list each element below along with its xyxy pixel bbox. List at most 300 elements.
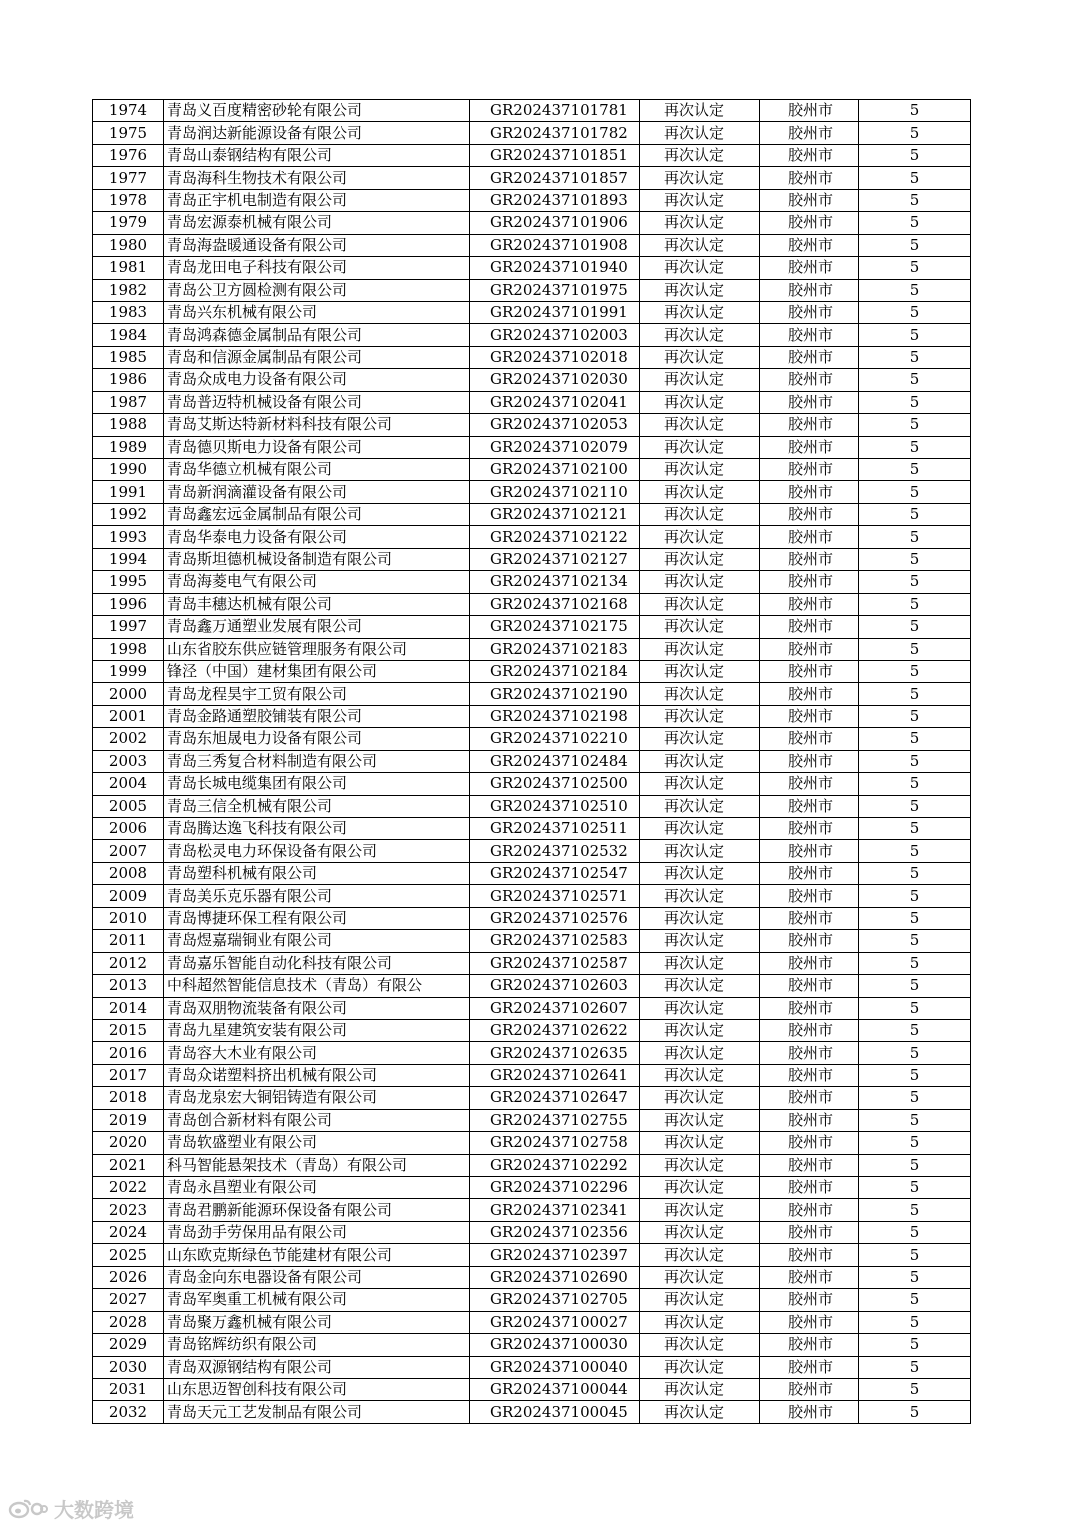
- cell-status: 再次认定: [640, 189, 760, 211]
- cell-serial: 1974: [93, 100, 164, 122]
- cell-city: 胶州市: [760, 122, 859, 144]
- cell-years: 5: [859, 167, 971, 189]
- cell-years: 5: [859, 862, 971, 884]
- cell-serial: 1999: [93, 660, 164, 682]
- table-row: [93, 997, 971, 1019]
- cell-company: 青岛鑫宏远金属制品有限公司: [164, 503, 470, 525]
- cell-serial: 2017: [93, 1064, 164, 1086]
- cell-company: 青岛聚万鑫机械有限公司: [164, 1311, 470, 1333]
- cell-cert-number: GR202437102571: [470, 885, 640, 907]
- table-row: [93, 773, 971, 795]
- cell-status: 再次认定: [640, 391, 760, 413]
- cell-status: 再次认定: [640, 773, 760, 795]
- cell-company: 锋泾（中国）建材集团有限公司: [164, 660, 470, 682]
- table-row: [93, 144, 971, 166]
- cell-status: 再次认定: [640, 1221, 760, 1243]
- cell-cert-number: GR202437101851: [470, 144, 640, 166]
- cell-city: 胶州市: [760, 840, 859, 862]
- cell-city: 胶州市: [760, 526, 859, 548]
- cell-status: 再次认定: [640, 683, 760, 705]
- cell-city: 胶州市: [760, 100, 859, 122]
- cell-city: 胶州市: [760, 1311, 859, 1333]
- cell-status: 再次认定: [640, 414, 760, 436]
- cell-status: 再次认定: [640, 301, 760, 323]
- cell-years: 5: [859, 1244, 971, 1266]
- cell-city: 胶州市: [760, 795, 859, 817]
- table-row: [93, 1244, 971, 1266]
- cell-serial: 1992: [93, 503, 164, 525]
- cell-cert-number: GR202437102122: [470, 526, 640, 548]
- cell-cert-number: GR202437102296: [470, 1177, 640, 1199]
- table-body: [93, 100, 971, 1424]
- cell-years: 5: [859, 1019, 971, 1041]
- cell-city: 胶州市: [760, 773, 859, 795]
- cell-status: 再次认定: [640, 1177, 760, 1199]
- table-row: [93, 459, 971, 481]
- cell-cert-number: GR202437102100: [470, 459, 640, 481]
- watermark: [8, 1493, 134, 1523]
- cell-status: 再次认定: [640, 1064, 760, 1086]
- cell-cert-number: GR202437102647: [470, 1087, 640, 1109]
- cell-company: 青岛龙程昊宇工贸有限公司: [164, 683, 470, 705]
- cell-years: 5: [859, 324, 971, 346]
- table-row: [93, 212, 971, 234]
- cell-serial: 1994: [93, 548, 164, 570]
- cell-status: 再次认定: [640, 593, 760, 615]
- cell-cert-number: GR202437102003: [470, 324, 640, 346]
- cell-serial: 2027: [93, 1289, 164, 1311]
- table-row: [93, 324, 971, 346]
- cell-company: 青岛创合新材料有限公司: [164, 1109, 470, 1131]
- cell-company: 青岛军奥重工机械有限公司: [164, 1289, 470, 1311]
- cell-city: 胶州市: [760, 705, 859, 727]
- cell-years: 5: [859, 1199, 971, 1221]
- cell-serial: 2023: [93, 1199, 164, 1221]
- cell-cert-number: GR202437102484: [470, 750, 640, 772]
- cell-cert-number: GR202437102576: [470, 907, 640, 929]
- cell-serial: 2006: [93, 818, 164, 840]
- cell-cert-number: GR202437102603: [470, 975, 640, 997]
- cell-status: 再次认定: [640, 616, 760, 638]
- table-row: [93, 1378, 971, 1400]
- cell-cert-number: GR202437102397: [470, 1244, 640, 1266]
- cell-status: 再次认定: [640, 100, 760, 122]
- cell-years: 5: [859, 705, 971, 727]
- cell-years: 5: [859, 1334, 971, 1356]
- cell-company: 青岛鑫万通塑业发展有限公司: [164, 616, 470, 638]
- cell-status: 再次认定: [640, 1378, 760, 1400]
- cell-company: 青岛新润滴灌设备有限公司: [164, 481, 470, 503]
- cell-company: 青岛金向东电器设备有限公司: [164, 1266, 470, 1288]
- cell-status: 再次认定: [640, 862, 760, 884]
- cell-status: 再次认定: [640, 1356, 760, 1378]
- cell-cert-number: GR202437102168: [470, 593, 640, 615]
- table-row: [93, 728, 971, 750]
- table-row: [93, 391, 971, 413]
- cell-serial: 1996: [93, 593, 164, 615]
- cell-city: 胶州市: [760, 1109, 859, 1131]
- table-row: [93, 862, 971, 884]
- cell-city: 胶州市: [760, 1177, 859, 1199]
- cell-serial: 1995: [93, 571, 164, 593]
- cell-cert-number: GR202437102622: [470, 1019, 640, 1041]
- cell-city: 胶州市: [760, 862, 859, 884]
- cell-city: 胶州市: [760, 1132, 859, 1154]
- cell-status: 再次认定: [640, 750, 760, 772]
- cell-status: 再次认定: [640, 1087, 760, 1109]
- weibo-logo-icon: [8, 1497, 48, 1519]
- cell-city: 胶州市: [760, 818, 859, 840]
- cell-status: 再次认定: [640, 907, 760, 929]
- table-row: [93, 436, 971, 458]
- cell-serial: 2021: [93, 1154, 164, 1176]
- cell-cert-number: GR202437102198: [470, 705, 640, 727]
- cell-status: 再次认定: [640, 1334, 760, 1356]
- cell-city: 胶州市: [760, 189, 859, 211]
- cell-status: 再次认定: [640, 1289, 760, 1311]
- table-row: [93, 1132, 971, 1154]
- cell-cert-number: GR202437101906: [470, 212, 640, 234]
- cell-city: 胶州市: [760, 481, 859, 503]
- cell-years: 5: [859, 930, 971, 952]
- cell-years: 5: [859, 1132, 971, 1154]
- cell-city: 胶州市: [760, 660, 859, 682]
- cell-company: 山东思迈智创科技有限公司: [164, 1378, 470, 1400]
- cell-years: 5: [859, 885, 971, 907]
- cell-status: 再次认定: [640, 257, 760, 279]
- cell-years: 5: [859, 1154, 971, 1176]
- cell-years: 5: [859, 1087, 971, 1109]
- cell-status: 再次认定: [640, 975, 760, 997]
- cell-serial: 1975: [93, 122, 164, 144]
- cell-city: 胶州市: [760, 728, 859, 750]
- cell-serial: 2001: [93, 705, 164, 727]
- cell-serial: 1977: [93, 167, 164, 189]
- cell-serial: 1979: [93, 212, 164, 234]
- cell-cert-number: GR202437102356: [470, 1221, 640, 1243]
- cell-serial: 2018: [93, 1087, 164, 1109]
- cell-serial: 2015: [93, 1019, 164, 1041]
- table-row: [93, 660, 971, 682]
- cell-city: 胶州市: [760, 324, 859, 346]
- cell-status: 再次认定: [640, 1311, 760, 1333]
- cell-company: 青岛劲手劳保用品有限公司: [164, 1221, 470, 1243]
- cell-status: 再次认定: [640, 212, 760, 234]
- table-row: [93, 1401, 971, 1423]
- cell-serial: 2012: [93, 952, 164, 974]
- cell-status: 再次认定: [640, 818, 760, 840]
- cell-years: 5: [859, 593, 971, 615]
- cell-cert-number: GR202437102758: [470, 1132, 640, 1154]
- table-row: [93, 122, 971, 144]
- cell-city: 胶州市: [760, 167, 859, 189]
- cell-cert-number: GR202437102511: [470, 818, 640, 840]
- cell-status: 再次认定: [640, 1109, 760, 1131]
- cell-status: 再次认定: [640, 952, 760, 974]
- cell-years: 5: [859, 1356, 971, 1378]
- cell-company: 青岛海科生物技术有限公司: [164, 167, 470, 189]
- table-row: [93, 1019, 971, 1041]
- cell-cert-number: GR202437101991: [470, 301, 640, 323]
- table-row: [93, 1199, 971, 1221]
- table-row: [93, 100, 971, 122]
- cell-company: 青岛嘉乐智能自动化科技有限公司: [164, 952, 470, 974]
- cell-serial: 2032: [93, 1401, 164, 1423]
- cell-company: 青岛松灵电力环保设备有限公司: [164, 840, 470, 862]
- cell-city: 胶州市: [760, 1356, 859, 1378]
- cell-company: 青岛鸿森德金属制品有限公司: [164, 324, 470, 346]
- table-row: [93, 593, 971, 615]
- table-row: [93, 840, 971, 862]
- cell-status: 再次认定: [640, 481, 760, 503]
- cell-company: 青岛腾达逸飞科技有限公司: [164, 818, 470, 840]
- cell-years: 5: [859, 571, 971, 593]
- cell-cert-number: GR202437102583: [470, 930, 640, 952]
- cell-status: 再次认定: [640, 885, 760, 907]
- cell-status: 再次认定: [640, 705, 760, 727]
- cell-company: 青岛容大木业有限公司: [164, 1042, 470, 1064]
- cell-status: 再次认定: [640, 122, 760, 144]
- cell-serial: 2007: [93, 840, 164, 862]
- cell-status: 再次认定: [640, 144, 760, 166]
- cell-city: 胶州市: [760, 616, 859, 638]
- cell-status: 再次认定: [640, 1199, 760, 1221]
- cell-company: 青岛和信源金属制品有限公司: [164, 346, 470, 368]
- cell-serial: 1998: [93, 638, 164, 660]
- cell-serial: 1986: [93, 369, 164, 391]
- cell-company: 青岛天元工艺发制品有限公司: [164, 1401, 470, 1423]
- cell-years: 5: [859, 391, 971, 413]
- cell-city: 胶州市: [760, 391, 859, 413]
- table-row: [93, 1042, 971, 1064]
- cell-years: 5: [859, 1378, 971, 1400]
- table-row: [93, 279, 971, 301]
- cell-serial: 2010: [93, 907, 164, 929]
- cell-city: 胶州市: [760, 1334, 859, 1356]
- cell-company: 青岛斯坦德机械设备制造有限公司: [164, 548, 470, 570]
- table-row: [93, 1311, 971, 1333]
- cell-city: 胶州市: [760, 212, 859, 234]
- table-row: [93, 952, 971, 974]
- cell-years: 5: [859, 840, 971, 862]
- cell-years: 5: [859, 122, 971, 144]
- cell-company: 青岛龙田电子科技有限公司: [164, 257, 470, 279]
- cell-company: 青岛龙泉宏大铜铝铸造有限公司: [164, 1087, 470, 1109]
- cell-cert-number: GR202437102641: [470, 1064, 640, 1086]
- cell-status: 再次认定: [640, 503, 760, 525]
- cell-years: 5: [859, 975, 971, 997]
- cell-city: 胶州市: [760, 1042, 859, 1064]
- cell-city: 胶州市: [760, 414, 859, 436]
- cell-company: 青岛普迈特机械设备有限公司: [164, 391, 470, 413]
- cell-years: 5: [859, 301, 971, 323]
- cell-city: 胶州市: [760, 257, 859, 279]
- cell-cert-number: GR202437101940: [470, 257, 640, 279]
- cell-status: 再次认定: [640, 840, 760, 862]
- cell-city: 胶州市: [760, 1154, 859, 1176]
- cell-city: 胶州市: [760, 593, 859, 615]
- cell-status: 再次认定: [640, 638, 760, 660]
- cell-years: 5: [859, 1311, 971, 1333]
- cell-serial: 2024: [93, 1221, 164, 1243]
- table-row: [93, 750, 971, 772]
- cell-years: 5: [859, 503, 971, 525]
- cell-city: 胶州市: [760, 279, 859, 301]
- cell-company: 青岛德贝斯电力设备有限公司: [164, 436, 470, 458]
- table-row: [93, 189, 971, 211]
- cell-city: 胶州市: [760, 1401, 859, 1423]
- cell-years: 5: [859, 795, 971, 817]
- cell-city: 胶州市: [760, 1019, 859, 1041]
- cell-years: 5: [859, 616, 971, 638]
- cell-city: 胶州市: [760, 750, 859, 772]
- cell-cert-number: GR202437102127: [470, 548, 640, 570]
- cell-status: 再次认定: [640, 436, 760, 458]
- cell-city: 胶州市: [760, 1378, 859, 1400]
- cell-status: 再次认定: [640, 571, 760, 593]
- cell-status: 再次认定: [640, 795, 760, 817]
- cell-cert-number: GR202437102053: [470, 414, 640, 436]
- cell-years: 5: [859, 1289, 971, 1311]
- table-row: [93, 975, 971, 997]
- table-row: [93, 930, 971, 952]
- cell-company: 青岛软盛塑业有限公司: [164, 1132, 470, 1154]
- table-row: [93, 1266, 971, 1288]
- cell-cert-number: GR202437102587: [470, 952, 640, 974]
- cell-company: 青岛美乐克乐器有限公司: [164, 885, 470, 907]
- cell-company: 青岛金路通塑胶铺装有限公司: [164, 705, 470, 727]
- cell-company: 青岛海菱电气有限公司: [164, 571, 470, 593]
- cell-cert-number: GR202437102134: [470, 571, 640, 593]
- table-row: [93, 234, 971, 256]
- cell-city: 胶州市: [760, 548, 859, 570]
- cell-status: 再次认定: [640, 930, 760, 952]
- cell-status: 再次认定: [640, 279, 760, 301]
- table-row: [93, 257, 971, 279]
- cell-company: 青岛华德立机械有限公司: [164, 459, 470, 481]
- cell-cert-number: GR202437102532: [470, 840, 640, 862]
- cell-company: 青岛煜嘉瑞铜业有限公司: [164, 930, 470, 952]
- cell-cert-number: GR202437102018: [470, 346, 640, 368]
- cell-status: 再次认定: [640, 1019, 760, 1041]
- cell-cert-number: GR202437102041: [470, 391, 640, 413]
- cell-status: 再次认定: [640, 1401, 760, 1423]
- cell-cert-number: GR202437102635: [470, 1042, 640, 1064]
- cell-serial: 2028: [93, 1311, 164, 1333]
- cell-city: 胶州市: [760, 997, 859, 1019]
- cell-status: 再次认定: [640, 324, 760, 346]
- cell-status: 再次认定: [640, 459, 760, 481]
- cell-serial: 2000: [93, 683, 164, 705]
- cell-city: 胶州市: [760, 571, 859, 593]
- table-row: [93, 548, 971, 570]
- cell-company: 科马智能悬架技术（青岛）有限公司: [164, 1154, 470, 1176]
- table-row: [93, 616, 971, 638]
- cell-city: 胶州市: [760, 1221, 859, 1243]
- cell-serial: 2008: [93, 862, 164, 884]
- cell-cert-number: GR202437102341: [470, 1199, 640, 1221]
- cell-serial: 2005: [93, 795, 164, 817]
- cell-years: 5: [859, 414, 971, 436]
- cell-years: 5: [859, 997, 971, 1019]
- cell-company: 青岛义百度精密砂轮有限公司: [164, 100, 470, 122]
- cell-cert-number: GR202437101908: [470, 234, 640, 256]
- cell-status: 再次认定: [640, 346, 760, 368]
- cell-serial: 1976: [93, 144, 164, 166]
- cell-serial: 1978: [93, 189, 164, 211]
- table-row: [93, 571, 971, 593]
- table-row: [93, 1109, 971, 1131]
- cell-status: 再次认定: [640, 234, 760, 256]
- table-row: [93, 1154, 971, 1176]
- cell-cert-number: GR202437102755: [470, 1109, 640, 1131]
- cell-company: 青岛山泰钢结构有限公司: [164, 144, 470, 166]
- cell-years: 5: [859, 660, 971, 682]
- cell-cert-number: GR202437102292: [470, 1154, 640, 1176]
- cell-serial: 1987: [93, 391, 164, 413]
- cell-cert-number: GR202437102184: [470, 660, 640, 682]
- table-row: [93, 1177, 971, 1199]
- cell-cert-number: GR202437102175: [470, 616, 640, 638]
- cell-serial: 1984: [93, 324, 164, 346]
- cell-years: 5: [859, 436, 971, 458]
- cell-company: 青岛永昌塑业有限公司: [164, 1177, 470, 1199]
- cell-cert-number: GR202437102510: [470, 795, 640, 817]
- cell-status: 再次认定: [640, 660, 760, 682]
- enterprise-table: [92, 99, 971, 1424]
- cell-company: 青岛三信全机械有限公司: [164, 795, 470, 817]
- cell-years: 5: [859, 1042, 971, 1064]
- cell-cert-number: GR202437100044: [470, 1378, 640, 1400]
- table-row: [93, 1064, 971, 1086]
- cell-years: 5: [859, 1266, 971, 1288]
- cell-serial: 2025: [93, 1244, 164, 1266]
- cell-city: 胶州市: [760, 346, 859, 368]
- cell-years: 5: [859, 683, 971, 705]
- cell-serial: 1991: [93, 481, 164, 503]
- table-row: [93, 885, 971, 907]
- table-row: [93, 503, 971, 525]
- cell-company: 青岛艾斯达特新材料科技有限公司: [164, 414, 470, 436]
- cell-cert-number: GR202437102030: [470, 369, 640, 391]
- cell-years: 5: [859, 100, 971, 122]
- cell-cert-number: GR202437101782: [470, 122, 640, 144]
- cell-status: 再次认定: [640, 1042, 760, 1064]
- cell-company: 青岛双朋物流装备有限公司: [164, 997, 470, 1019]
- cell-serial: 2016: [93, 1042, 164, 1064]
- cell-serial: 1985: [93, 346, 164, 368]
- cell-cert-number: GR202437102121: [470, 503, 640, 525]
- cell-years: 5: [859, 257, 971, 279]
- cell-company: 青岛众诺塑料挤出机械有限公司: [164, 1064, 470, 1086]
- cell-years: 5: [859, 1064, 971, 1086]
- cell-city: 胶州市: [760, 503, 859, 525]
- cell-city: 胶州市: [760, 459, 859, 481]
- cell-serial: 1989: [93, 436, 164, 458]
- cell-company: 青岛公卫方圆检测有限公司: [164, 279, 470, 301]
- table-row: [93, 705, 971, 727]
- cell-company: 青岛君鹏新能源环保设备有限公司: [164, 1199, 470, 1221]
- cell-cert-number: GR202437102607: [470, 997, 640, 1019]
- cell-city: 胶州市: [760, 1199, 859, 1221]
- cell-cert-number: GR202437102079: [470, 436, 640, 458]
- cell-city: 胶州市: [760, 638, 859, 660]
- table-row: [93, 481, 971, 503]
- cell-serial: 2029: [93, 1334, 164, 1356]
- cell-city: 胶州市: [760, 1064, 859, 1086]
- cell-years: 5: [859, 548, 971, 570]
- cell-years: 5: [859, 212, 971, 234]
